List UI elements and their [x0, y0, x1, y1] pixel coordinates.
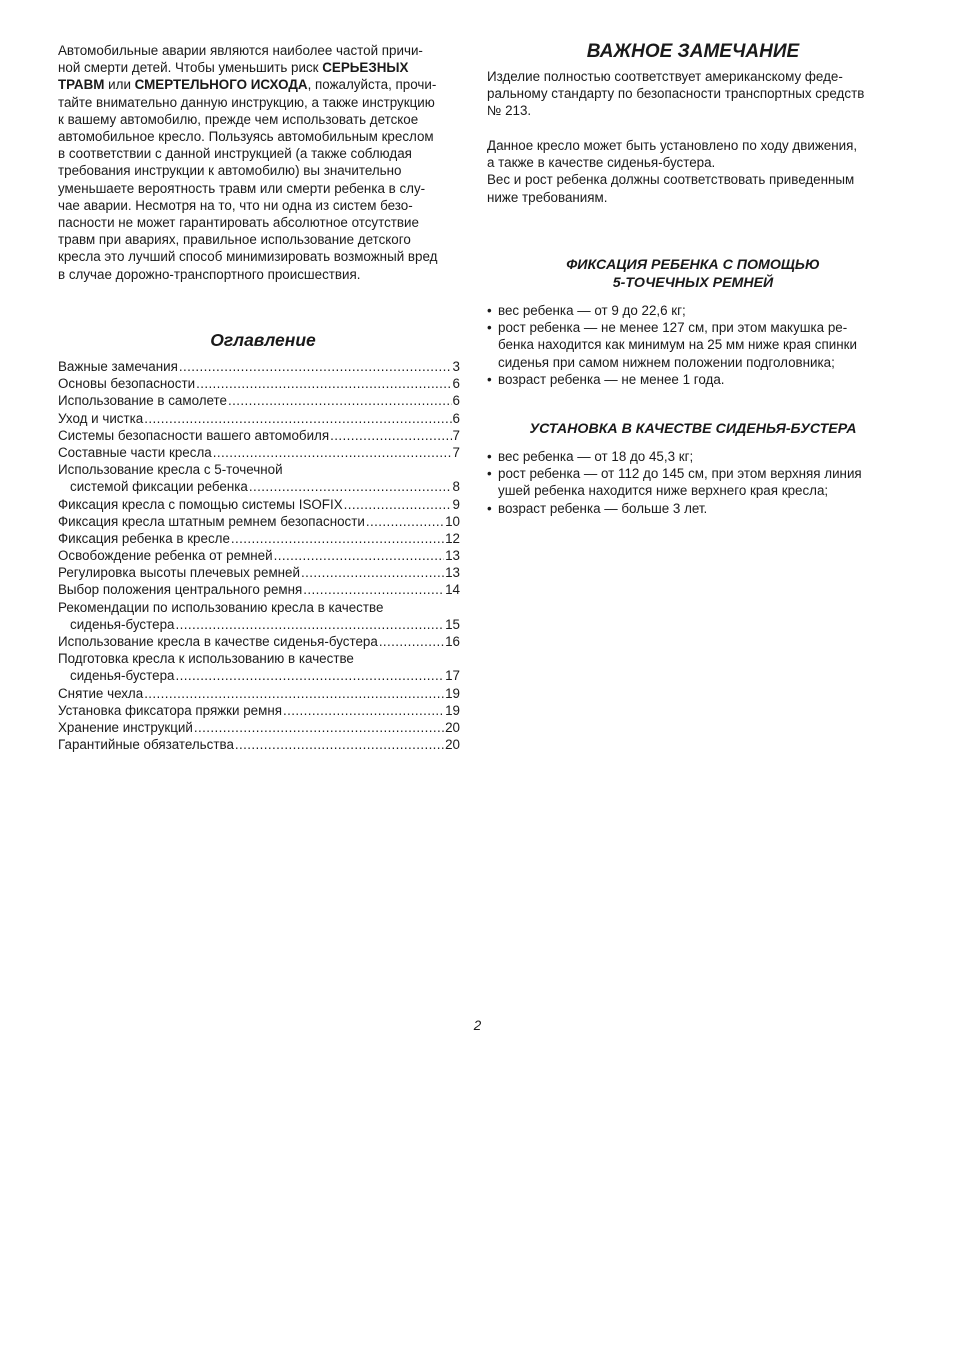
requirement-item	[487, 319, 899, 371]
requirement-line: ушей ребенка находится ниже верхнего края кресла;	[498, 483, 829, 499]
emphasis-serious: СЕРЬЕЗНЫХ	[322, 60, 409, 76]
text-line: Данное кресло может быть установлено по ходу движения,	[487, 138, 858, 153]
text-line: Изделие полностью соответствует американскому феде-	[487, 69, 843, 84]
toc-entry	[58, 410, 460, 427]
text-line: ниже требованиям.	[487, 189, 608, 205]
toc-entry-text: Фиксация кресла с помощью системы ISOFIX	[58, 496, 343, 512]
toc-leader-dots	[249, 478, 452, 495]
text-line: а также в качестве сиденья-бустера.	[487, 155, 716, 171]
toc-entry	[58, 444, 460, 461]
requirement-item	[487, 448, 899, 465]
intro-line: к вашему автомобилю, прежде чем использовать детское	[58, 111, 419, 127]
toc-entry	[58, 375, 460, 392]
toc-entry	[58, 702, 460, 719]
requirement-item	[487, 302, 899, 319]
toc-entry	[58, 547, 460, 564]
requirement-line: • возраст ребенка — не менее 1 года.	[498, 371, 725, 387]
toc-page-number: 20	[445, 737, 460, 753]
toc-page-number: 7	[452, 427, 460, 443]
toc-entry-text: Системы безопасности вашего автомобиля	[58, 427, 330, 443]
toc-entry-text: Выбор положения центрального ремня	[58, 582, 303, 598]
toc-entry-text: Важные замечания	[58, 359, 178, 374]
toc-entry	[58, 685, 460, 702]
toc-page-number: 6	[452, 393, 460, 409]
toc-entry-text: Хранение инструкций	[58, 719, 193, 735]
toc-page-number: 13	[445, 565, 460, 581]
toc-entry	[58, 496, 460, 513]
intro-line: Автомобильные аварии являются наиболее частой причи-	[58, 43, 423, 58]
intro-line: уменьшаете вероятность травм или смерти ребенка в слу-	[58, 180, 426, 196]
intro-line: ТРАВМ или СМЕРТЕЛЬНОГО ИСХОДА, пожалуйста, прочи-	[58, 77, 437, 93]
intro-line: в соответствии с данной инструкцией (а также соблюдая	[58, 146, 412, 162]
intro-paragraph	[58, 42, 468, 283]
important-paragraph-1	[487, 68, 899, 120]
toc-entry-text: Установка фиксатора пряжки ремня	[58, 702, 282, 718]
toc-page-number: 19	[445, 685, 460, 701]
intro-line: тайте внимательно данную инструкцию, а также инструкцию	[58, 94, 435, 110]
page-number: 2	[473, 1018, 482, 1033]
toc-entry-text: Составные части кресла	[58, 444, 212, 460]
toc-leader-dots	[144, 685, 444, 702]
table-of-contents	[58, 358, 460, 753]
intro-line: требования инструкции к автомобилю) вы значительно	[58, 163, 402, 179]
requirement-item	[487, 371, 899, 388]
requirement-item	[487, 465, 899, 499]
emphasis-injury: ТРАВМ	[58, 77, 105, 93]
requirement-line: • рост ребенка — от 112 до 145 см, при этом верхняя линия	[498, 466, 862, 482]
toc-entry-continuation	[58, 616, 460, 633]
emphasis-fatal: СМЕРТЕЛЬНОГО ИСХОДА	[134, 77, 308, 93]
toc-leader-dots	[283, 702, 444, 719]
requirement-line: • вес ребенка — от 18 до 45,3 кг;	[498, 449, 694, 464]
toc-leader-dots	[228, 392, 452, 409]
toc-page-number: 16	[445, 634, 460, 649]
toc-entry	[58, 633, 460, 650]
requirement-line: бенка находится как минимум на 25 мм ниже края спинки	[498, 337, 857, 353]
toc-entry-text: Рекомендации по использованию кресла в качестве	[58, 599, 384, 615]
intro-line: кресла это лучший способ минимизировать возможный вред	[58, 249, 438, 265]
harness-requirements-list	[487, 302, 899, 388]
toc-entry-text: Использование кресла с 5-точечной	[58, 462, 283, 478]
toc-entry-text: сиденья-бустера	[70, 668, 175, 684]
requirement-line: • вес ребенка — от 9 до 22,6 кг;	[498, 303, 686, 318]
requirement-item	[487, 500, 899, 517]
toc-entry-text: системой фиксации ребенка	[70, 479, 248, 495]
toc-title: Оглавление	[210, 330, 316, 350]
toc-entry	[58, 530, 460, 547]
toc-leader-dots	[274, 547, 444, 564]
toc-entry-text: сиденья-бустера	[70, 616, 175, 632]
toc-leader-dots	[194, 719, 444, 736]
toc-leader-dots	[179, 358, 452, 375]
booster-section-title: УСТАНОВКА В КАЧЕСТВЕ СИДЕНЬЯ-БУСТЕРА	[529, 421, 857, 437]
toc-page-number: 6	[452, 410, 460, 426]
booster-requirements-list	[487, 448, 899, 517]
requirement-line: • возраст ребенка — больше 3 лет.	[498, 500, 708, 516]
toc-leader-dots	[303, 581, 444, 598]
toc-entry-text: Фиксация ребенка в кресле	[58, 530, 230, 546]
toc-entry-text: Регулировка высоты плечевых ремней	[58, 565, 300, 581]
toc-entry	[58, 358, 460, 375]
toc-page-number: 13	[445, 548, 460, 564]
toc-leader-dots	[330, 427, 451, 444]
toc-page-number: 19	[445, 702, 460, 718]
toc-entry	[58, 581, 460, 598]
toc-leader-dots	[379, 633, 444, 650]
toc-page-number: 7	[452, 444, 460, 460]
intro-line: автомобильное кресло. Пользуясь автомобильным креслом	[58, 129, 434, 145]
toc-entry-text: Уход и чистка	[58, 410, 144, 426]
toc-page-number: 20	[445, 719, 460, 735]
intro-line: пасности не может гарантировать абсолютное отсутствие	[58, 215, 419, 231]
toc-page-number: 9	[452, 496, 460, 512]
requirement-line: • рост ребенка — не менее 127 см, при этом макушка ре-	[498, 320, 848, 336]
toc-entry-text: Основы безопасности	[58, 376, 196, 392]
toc-entry	[58, 564, 460, 581]
toc-entry	[58, 599, 460, 616]
toc-leader-dots	[231, 530, 444, 547]
text-line: № 213.	[487, 103, 532, 119]
toc-leader-dots	[213, 444, 452, 461]
toc-entry-continuation	[58, 478, 460, 495]
toc-page-number: 3	[452, 359, 460, 374]
toc-entry	[58, 513, 460, 530]
text-line: ральному стандарту по безопасности транспортных средств	[487, 86, 865, 102]
toc-entry-text: Фиксация кресла штатным ремнем безопасности	[58, 513, 365, 529]
important-notice-title: ВАЖНОЕ ЗАМЕЧАНИЕ	[586, 41, 800, 62]
text-line: Вес и рост ребенка должны соответствовать приведенным	[487, 172, 855, 188]
toc-entry-text: Подготовка кресла к использованию в качестве	[58, 651, 354, 667]
important-paragraph-2	[487, 137, 899, 206]
toc-leader-dots	[175, 667, 444, 684]
toc-entry-text: Снятие чехла	[58, 685, 144, 701]
toc-page-number: 6	[452, 376, 460, 392]
toc-leader-dots	[344, 496, 452, 513]
toc-entry-text: Гарантийные обязательства	[58, 737, 234, 753]
toc-page-number: 10	[445, 513, 460, 529]
toc-entry	[58, 427, 460, 444]
intro-line: травм при авариях, правильное использование детского	[58, 232, 411, 248]
toc-entry-text: Использование кресла в качестве сиденья-бустера	[58, 634, 378, 649]
toc-page-number: 15	[445, 616, 460, 632]
toc-page-number: 12	[445, 530, 460, 546]
intro-line: в случае дорожно-транспортного происшествия.	[58, 266, 361, 282]
harness-section-title: ФИКСАЦИЯ РЕБЕНКА С ПОМОЩЬЮ 5-ТОЧЕЧНЫХ РЕМНЕЙ	[566, 257, 820, 291]
toc-leader-dots	[196, 375, 451, 392]
toc-entry-continuation	[58, 667, 460, 684]
toc-page-number: 17	[445, 668, 460, 684]
toc-page-number: 8	[452, 479, 460, 495]
toc-leader-dots	[175, 616, 444, 633]
toc-leader-dots	[144, 410, 451, 427]
toc-entry	[58, 736, 460, 753]
toc-entry	[58, 461, 460, 478]
toc-leader-dots	[301, 564, 444, 581]
intro-line: чае аварии. Несмотря на то, что ни одна из систем безо-	[58, 197, 413, 213]
toc-page-number: 14	[445, 582, 460, 598]
toc-leader-dots	[235, 736, 444, 753]
toc-entry	[58, 719, 460, 736]
toc-entry	[58, 392, 460, 409]
toc-entry-text: Использование в самолете	[58, 393, 227, 409]
toc-entry-text: Освобождение ребенка от ремней	[58, 548, 273, 564]
toc-entry	[58, 650, 460, 667]
intro-line: ной смерти детей. Чтобы уменьшить риск СЕРЬЕЗНЫХ	[58, 60, 409, 76]
requirement-line: сиденья при самом нижнем положении подголовника;	[498, 354, 835, 370]
toc-leader-dots	[366, 513, 444, 530]
